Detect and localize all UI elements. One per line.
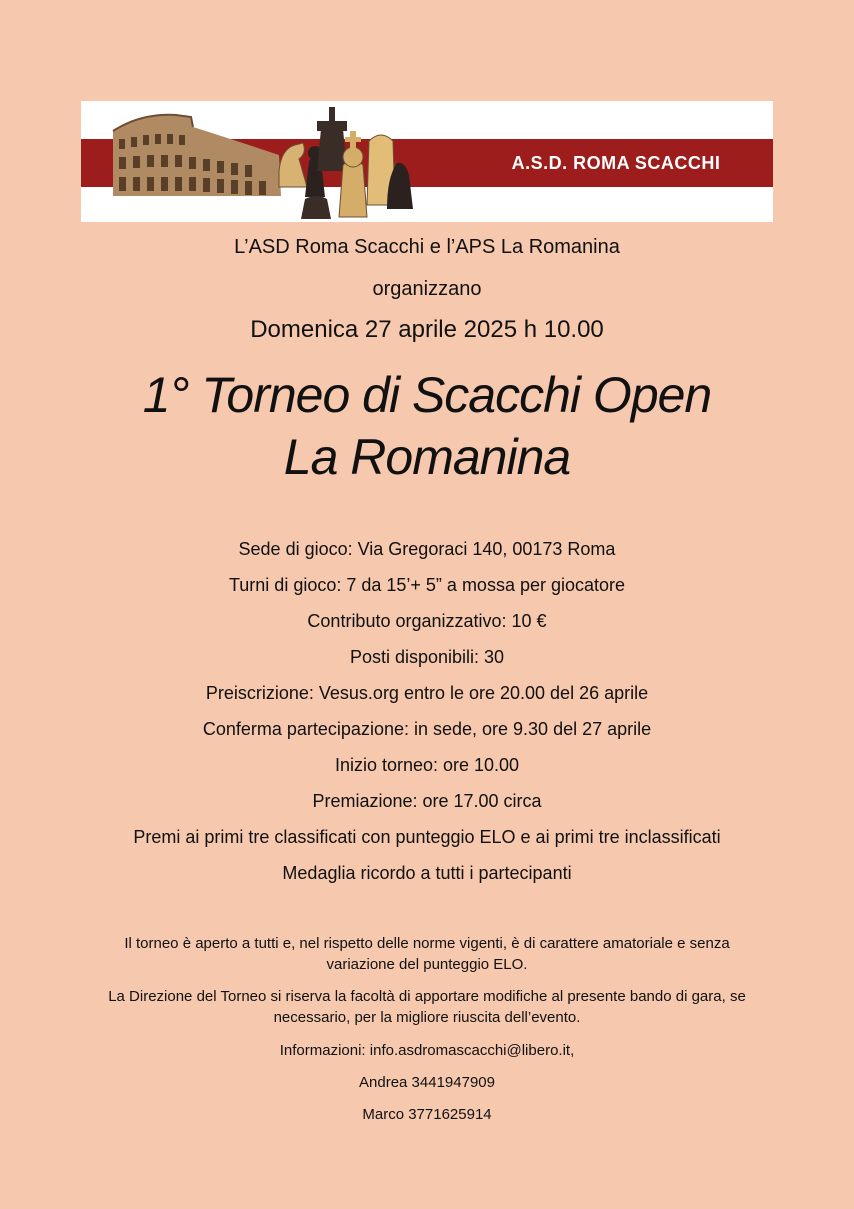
detail-fee: Contributo organizzativo: 10 € xyxy=(307,611,547,631)
detail-awards: Premiazione: ore 17.00 circa xyxy=(312,791,542,811)
detail-confirmation: Conferma partecipazione: in sede, ore 9.30 del 27 aprile xyxy=(202,719,652,739)
rules-note xyxy=(0,933,854,975)
detail-venue: Sede di gioco: Via Gregoraci 140, 00173 Roma xyxy=(238,539,616,559)
detail-medal: Medaglia ricordo a tutti i partecipanti xyxy=(282,863,572,883)
direction-line1: La Direzione del Torneo si riserva la facoltà di apportare modifiche al presente bando di gara, se xyxy=(108,988,746,1005)
tournament-title xyxy=(0,364,854,488)
chess-pieces-icon xyxy=(279,107,413,219)
detail-start: Inizio torneo: ore 10.00 xyxy=(334,755,520,775)
event-date: Domenica 27 aprile 2025 h 10.00 xyxy=(250,316,604,343)
direction-note xyxy=(0,986,854,1028)
detail-prizes: Premi ai primi tre classificati con punteggio ELO e ai primi tre inclassificati xyxy=(133,827,721,847)
rules-line1: Il torneo è aperto a tutti e, nel rispetto delle norme vigenti, è di carattere amatoriale e senza xyxy=(124,935,730,952)
rules-line2: variazione del punteggio ELO. xyxy=(326,956,528,973)
tournament-title-line1: 1° Torneo di Scacchi Open xyxy=(142,367,712,423)
direction-line2: necessario, per la migliore riuscita dell’evento. xyxy=(273,1009,581,1026)
club-brand-name: A.S.D. ROMA SCACCHI xyxy=(511,152,721,173)
contact-marco: Marco 3771625914 xyxy=(362,1106,492,1123)
contact-andrea: Andrea 3441947909 xyxy=(359,1074,495,1091)
detail-seats: Posti disponibili: 30 xyxy=(349,647,505,667)
tournament-title-line2: La Romanina xyxy=(283,429,571,485)
organize-word: organizzano xyxy=(372,278,482,300)
info-email: Informazioni: info.asdromascacchi@libero.it, xyxy=(279,1042,575,1059)
header-banner xyxy=(81,101,773,222)
detail-rounds: Turni di gioco: 7 da 15’+ 5” a mossa per giocatore xyxy=(228,575,626,595)
colosseum-icon xyxy=(113,115,281,196)
details-list xyxy=(0,531,854,891)
detail-preregistration: Preiscrizione: Vesus.org entro le ore 20.00 del 26 aprile xyxy=(205,683,649,703)
organizers-line: L’ASD Roma Scacchi e l’APS La Romanina xyxy=(234,236,620,258)
